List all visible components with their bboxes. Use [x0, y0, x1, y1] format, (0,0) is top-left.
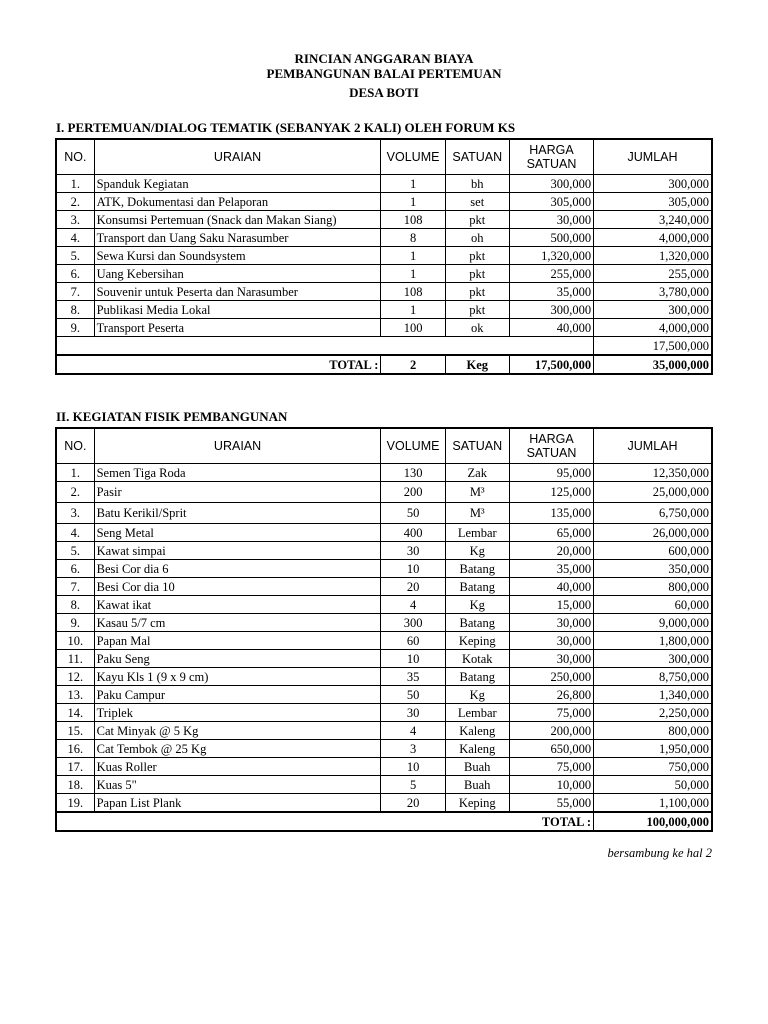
row-uraian: Kawat simpai: [94, 542, 381, 560]
col-jumlah-header: JUMLAH: [594, 428, 712, 464]
row-no: 8.: [56, 596, 94, 614]
row-jumlah: 800,000: [594, 722, 712, 740]
row-harga: 75,000: [509, 758, 593, 776]
row-jumlah: 300,000: [594, 175, 712, 193]
row-volume: 5: [381, 776, 445, 794]
col-satuan-header: SATUAN: [445, 428, 509, 464]
table-row: [56, 596, 712, 614]
row-uraian: Kayu Kls 1 (9 x 9 cm): [94, 668, 381, 686]
row-volume: 108: [381, 211, 445, 229]
row-satuan: pkt: [445, 301, 509, 319]
row-no: 7.: [56, 578, 94, 596]
col-no-header: NO.: [56, 139, 94, 175]
row-satuan: Kg: [445, 542, 509, 560]
row-volume: 30: [381, 704, 445, 722]
row-jumlah: 300,000: [594, 650, 712, 668]
table-header-row: [56, 428, 712, 464]
table-row: [56, 740, 712, 758]
row-uraian: Besi Cor dia 6: [94, 560, 381, 578]
row-satuan: pkt: [445, 247, 509, 265]
row-volume: 108: [381, 283, 445, 301]
col-satuan-header: SATUAN: [445, 139, 509, 175]
col-volume-header: VOLUME: [381, 139, 445, 175]
row-uraian: Cat Minyak @ 5 Kg: [94, 722, 381, 740]
row-volume: 10: [381, 650, 445, 668]
row-no: 3.: [56, 211, 94, 229]
row-harga: 10,000: [509, 776, 593, 794]
row-volume: 400: [381, 524, 445, 542]
row-no: 5.: [56, 247, 94, 265]
row-harga: 15,000: [509, 596, 593, 614]
row-satuan: Buah: [445, 776, 509, 794]
table-row: [56, 503, 712, 524]
col-harga-line2: SATUAN: [526, 157, 577, 171]
row-uraian: Pasir: [94, 482, 381, 503]
row-no: 3.: [56, 503, 94, 524]
col-jumlah-header: JUMLAH: [594, 139, 712, 175]
row-volume: 130: [381, 464, 445, 482]
row-uraian: Kuas Roller: [94, 758, 381, 776]
row-jumlah: 8,750,000: [594, 668, 712, 686]
row-no: 11.: [56, 650, 94, 668]
row-uraian: Souvenir untuk Peserta dan Narasumber: [94, 283, 381, 301]
table-row: [56, 542, 712, 560]
row-harga: 65,000: [509, 524, 593, 542]
row-no: 4.: [56, 524, 94, 542]
col-harga-line2: SATUAN: [526, 446, 577, 460]
row-satuan: Kaleng: [445, 740, 509, 758]
row-no: 13.: [56, 686, 94, 704]
col-volume-header: VOLUME: [381, 428, 445, 464]
row-jumlah: 6,750,000: [594, 503, 712, 524]
row-jumlah: 12,350,000: [594, 464, 712, 482]
row-uraian: Kawat ikat: [94, 596, 381, 614]
row-satuan: Zak: [445, 464, 509, 482]
row-volume: 60: [381, 632, 445, 650]
document-title-line2: PEMBANGUNAN BALAI PERTEMUAN: [266, 66, 502, 81]
total-jumlah: 100,000,000: [594, 812, 712, 831]
row-satuan: pkt: [445, 211, 509, 229]
row-volume: 1: [381, 265, 445, 283]
table-row: [56, 632, 712, 650]
row-jumlah: 1,320,000: [594, 247, 712, 265]
row-harga: 30,000: [509, 632, 593, 650]
row-jumlah: 4,000,000: [594, 229, 712, 247]
total-harga: 17,500,000: [509, 355, 593, 374]
row-jumlah: 9,000,000: [594, 614, 712, 632]
row-satuan: M³: [445, 482, 509, 503]
row-jumlah: 800,000: [594, 578, 712, 596]
table-row: [56, 614, 712, 632]
row-volume: 35: [381, 668, 445, 686]
row-harga: 305,000: [509, 193, 593, 211]
row-jumlah: 1,950,000: [594, 740, 712, 758]
row-uraian: Kasau 5/7 cm: [94, 614, 381, 632]
row-satuan: Keping: [445, 632, 509, 650]
row-jumlah: 600,000: [594, 542, 712, 560]
row-no: 6.: [56, 265, 94, 283]
row-uraian: Sewa Kursi dan Soundsystem: [94, 247, 381, 265]
col-harga-line1: HARGA: [529, 432, 574, 446]
total-volume: 2: [381, 355, 445, 374]
row-uraian: Transport Peserta: [94, 319, 381, 337]
row-uraian: ATK, Dokumentasi dan Pelaporan: [94, 193, 381, 211]
row-harga: 125,000: [509, 482, 593, 503]
row-harga: 250,000: [509, 668, 593, 686]
row-no: 12.: [56, 668, 94, 686]
row-harga: 1,320,000: [509, 247, 593, 265]
row-volume: 4: [381, 722, 445, 740]
row-uraian: Publikasi Media Lokal: [94, 301, 381, 319]
subtotal-row: [56, 337, 712, 356]
row-uraian: Papan Mal: [94, 632, 381, 650]
row-harga: 26,800: [509, 686, 593, 704]
row-uraian: Paku Campur: [94, 686, 381, 704]
table-row: [56, 758, 712, 776]
row-volume: 10: [381, 758, 445, 776]
table-row: [56, 668, 712, 686]
row-satuan: pkt: [445, 265, 509, 283]
row-no: 4.: [56, 229, 94, 247]
row-uraian: Semen Tiga Roda: [94, 464, 381, 482]
row-jumlah: 3,240,000: [594, 211, 712, 229]
row-harga: 35,000: [509, 560, 593, 578]
row-no: 19.: [56, 794, 94, 813]
row-uraian: Cat Tembok @ 25 Kg: [94, 740, 381, 758]
table-row: [56, 247, 712, 265]
row-volume: 20: [381, 794, 445, 813]
table-row: [56, 650, 712, 668]
row-jumlah: 350,000: [594, 560, 712, 578]
row-harga: 30,000: [509, 650, 593, 668]
row-no: 9.: [56, 319, 94, 337]
row-satuan: Kg: [445, 686, 509, 704]
row-satuan: pkt: [445, 283, 509, 301]
table-row: [56, 283, 712, 301]
row-jumlah: 4,000,000: [594, 319, 712, 337]
row-no: 7.: [56, 283, 94, 301]
row-uraian: Paku Seng: [94, 650, 381, 668]
table-row: [56, 794, 712, 813]
row-satuan: Lembar: [445, 524, 509, 542]
subtotal-value: 17,500,000: [594, 337, 712, 356]
row-volume: 10: [381, 560, 445, 578]
continuation-note: bersambung ke hal 2: [607, 846, 712, 860]
row-volume: 1: [381, 301, 445, 319]
row-jumlah: 750,000: [594, 758, 712, 776]
table-row: [56, 704, 712, 722]
row-uraian: Besi Cor dia 10: [94, 578, 381, 596]
row-no: 6.: [56, 560, 94, 578]
row-jumlah: 300,000: [594, 301, 712, 319]
row-jumlah: 60,000: [594, 596, 712, 614]
table-row: [56, 560, 712, 578]
row-harga: 500,000: [509, 229, 593, 247]
col-harga-header: [509, 139, 593, 175]
document-title-line1: RINCIAN ANGGARAN BIAYA: [294, 51, 474, 66]
row-volume: 200: [381, 482, 445, 503]
row-satuan: Kaleng: [445, 722, 509, 740]
table-row: [56, 578, 712, 596]
row-harga: 20,000: [509, 542, 593, 560]
col-uraian-header: URAIAN: [94, 139, 381, 175]
row-no: 18.: [56, 776, 94, 794]
table-header-row: [56, 139, 712, 175]
total-row: [56, 812, 712, 831]
row-uraian: Kuas 5": [94, 776, 381, 794]
row-satuan: bh: [445, 175, 509, 193]
row-jumlah: 2,250,000: [594, 704, 712, 722]
budget-table-section2: [55, 427, 713, 832]
row-satuan: Keping: [445, 794, 509, 813]
row-no: 9.: [56, 614, 94, 632]
row-harga: 300,000: [509, 301, 593, 319]
row-satuan: M³: [445, 503, 509, 524]
row-satuan: Lembar: [445, 704, 509, 722]
row-harga: 650,000: [509, 740, 593, 758]
row-jumlah: 1,800,000: [594, 632, 712, 650]
document-title-line3: DESA BOTI: [349, 85, 419, 100]
table-row: [56, 319, 712, 337]
row-volume: 3: [381, 740, 445, 758]
row-jumlah: 50,000: [594, 776, 712, 794]
row-jumlah: 305,000: [594, 193, 712, 211]
row-no: 5.: [56, 542, 94, 560]
section1-title: I. PERTEMUAN/DIALOG TEMATIK (SEBANYAK 2 KALI) OLEH FORUM KS: [56, 120, 516, 135]
table-row: [56, 776, 712, 794]
row-jumlah: 26,000,000: [594, 524, 712, 542]
row-volume: 300: [381, 614, 445, 632]
total-label: TOTAL :: [56, 812, 594, 831]
col-harga-header: [509, 428, 593, 464]
table-row: [56, 211, 712, 229]
row-satuan: Batang: [445, 578, 509, 596]
row-no: 14.: [56, 704, 94, 722]
row-uraian: Uang Kebersihan: [94, 265, 381, 283]
row-jumlah: 3,780,000: [594, 283, 712, 301]
table-row: [56, 175, 712, 193]
row-no: 2.: [56, 482, 94, 503]
row-no: 1.: [56, 175, 94, 193]
row-harga: 40,000: [509, 319, 593, 337]
row-volume: 30: [381, 542, 445, 560]
table-row: [56, 301, 712, 319]
table-row: [56, 722, 712, 740]
row-harga: 30,000: [509, 614, 593, 632]
row-no: 15.: [56, 722, 94, 740]
row-satuan: Kg: [445, 596, 509, 614]
row-volume: 100: [381, 319, 445, 337]
row-harga: 135,000: [509, 503, 593, 524]
row-uraian: Transport dan Uang Saku Narasumber: [94, 229, 381, 247]
col-harga-line1: HARGA: [529, 143, 574, 157]
row-uraian: Triplek: [94, 704, 381, 722]
row-no: 10.: [56, 632, 94, 650]
table-row: [56, 482, 712, 503]
row-jumlah: 1,100,000: [594, 794, 712, 813]
row-satuan: Batang: [445, 614, 509, 632]
row-satuan: ok: [445, 319, 509, 337]
total-label: TOTAL :: [56, 355, 381, 374]
row-uraian: Seng Metal: [94, 524, 381, 542]
total-row: [56, 355, 712, 374]
table-row: [56, 524, 712, 542]
table-row: [56, 265, 712, 283]
row-jumlah: 25,000,000: [594, 482, 712, 503]
row-satuan: Kotak: [445, 650, 509, 668]
budget-table-section1: [55, 138, 713, 375]
table-row: [56, 464, 712, 482]
row-harga: 200,000: [509, 722, 593, 740]
row-satuan: set: [445, 193, 509, 211]
row-harga: 75,000: [509, 704, 593, 722]
table-row: [56, 686, 712, 704]
table-row: [56, 229, 712, 247]
row-uraian: Papan List Plank: [94, 794, 381, 813]
row-no: 2.: [56, 193, 94, 211]
row-harga: 35,000: [509, 283, 593, 301]
subtotal-spacer: [56, 337, 594, 356]
row-no: 16.: [56, 740, 94, 758]
section2-title: II. KEGIATAN FISIK PEMBANGUNAN: [56, 409, 288, 424]
row-uraian: Spanduk Kegiatan: [94, 175, 381, 193]
row-volume: 4: [381, 596, 445, 614]
col-no-header: NO.: [56, 428, 94, 464]
total-satuan: Keg: [445, 355, 509, 374]
col-uraian-header: URAIAN: [94, 428, 381, 464]
row-uraian: Batu Kerikil/Sprit: [94, 503, 381, 524]
row-harga: 95,000: [509, 464, 593, 482]
row-volume: 50: [381, 503, 445, 524]
row-jumlah: 255,000: [594, 265, 712, 283]
row-volume: 8: [381, 229, 445, 247]
row-harga: 300,000: [509, 175, 593, 193]
row-volume: 1: [381, 193, 445, 211]
row-harga: 40,000: [509, 578, 593, 596]
total-jumlah: 35,000,000: [594, 355, 712, 374]
row-no: 8.: [56, 301, 94, 319]
row-volume: 1: [381, 247, 445, 265]
row-harga: 55,000: [509, 794, 593, 813]
row-no: 1.: [56, 464, 94, 482]
row-volume: 50: [381, 686, 445, 704]
row-satuan: Batang: [445, 560, 509, 578]
row-volume: 1: [381, 175, 445, 193]
row-satuan: oh: [445, 229, 509, 247]
row-harga: 255,000: [509, 265, 593, 283]
row-jumlah: 1,340,000: [594, 686, 712, 704]
row-uraian: Konsumsi Pertemuan (Snack dan Makan Siang): [94, 211, 381, 229]
row-no: 17.: [56, 758, 94, 776]
row-volume: 20: [381, 578, 445, 596]
row-satuan: Batang: [445, 668, 509, 686]
table-row: [56, 193, 712, 211]
row-harga: 30,000: [509, 211, 593, 229]
row-satuan: Buah: [445, 758, 509, 776]
